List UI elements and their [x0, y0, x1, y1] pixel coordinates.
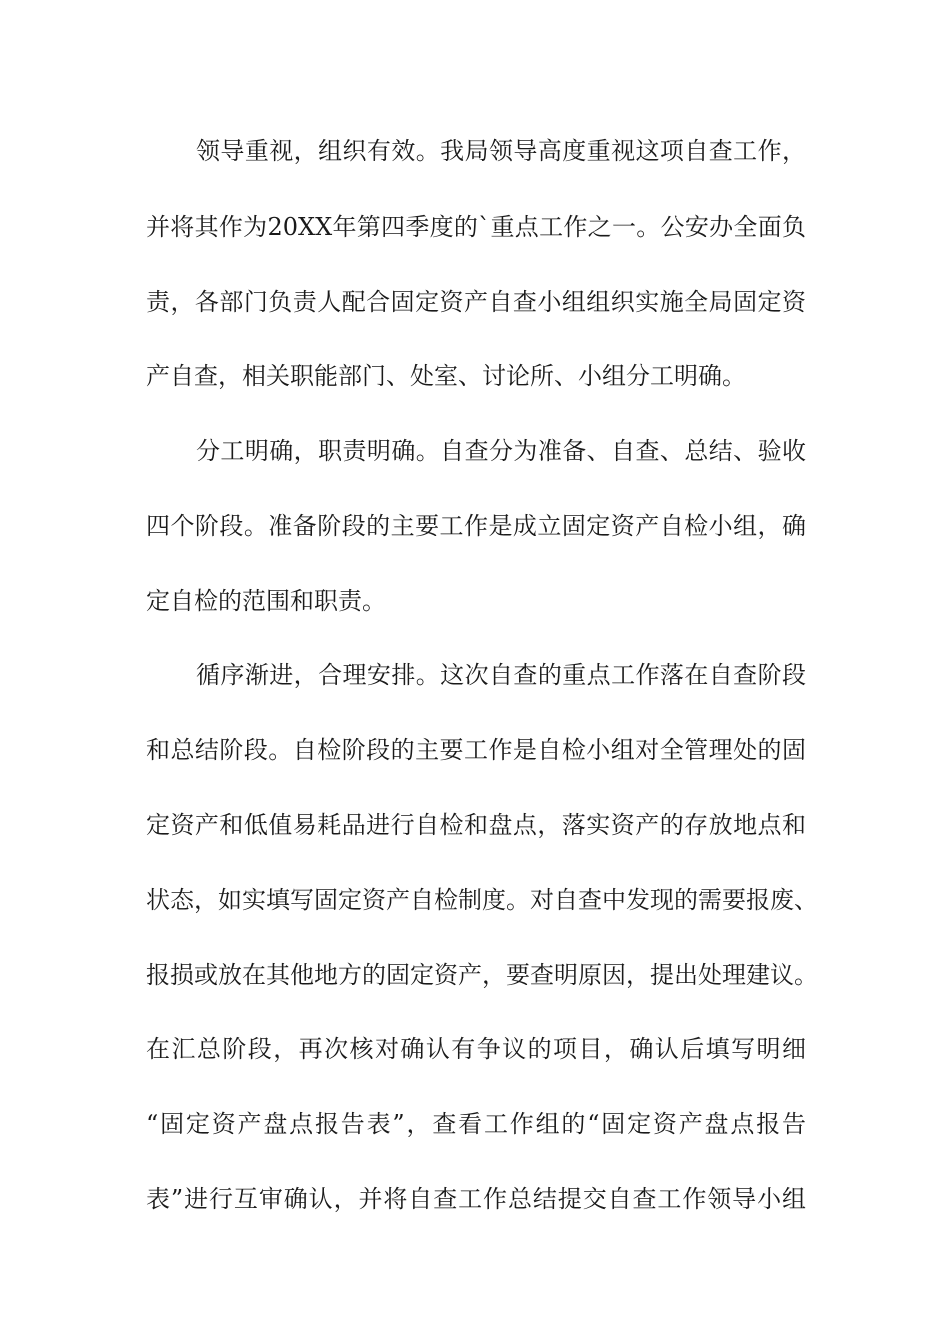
paragraph-1-line-4: 产自查，相关职能部门、处室、讨论所、小组分工明确。 [146, 362, 746, 390]
paragraph-2-line-2: 四个阶段。准备阶段的主要工作是成立固定资产自检小组，确 [146, 512, 806, 540]
paragraph-3-line-2: 和总结阶段。自检阶段的主要工作是自检小组对全管理处的固 [146, 736, 806, 764]
paragraph-3-line-3: 定资产和低值易耗品进行自检和盘点，落实资产的存放地点和 [146, 811, 806, 839]
paragraph-2-line-1: 分工明确，职责明确。自查分为准备、自查、总结、验收 [196, 437, 806, 465]
paragraph-3-line-1: 循序渐进，合理安排。这次自查的重点工作落在自查阶段 [196, 661, 806, 689]
paragraph-1-line-1: 领导重视，组织有效。我局领导高度重视这项自查工作， [196, 137, 806, 165]
paragraph-3-line-6: 在汇总阶段，再次核对确认有争议的项目，确认后填写明细 [146, 1035, 806, 1063]
paragraph-3-line-4: 状态，如实填写固定资产自检制度。对自查中发现的需要报废、 [146, 886, 818, 914]
paragraph-1-line-3: 责，各部门负责人配合固定资产自查小组组织实施全局固定资 [146, 288, 806, 316]
paragraph-3-line-7: “固定资产盘点报告表”，查看工作组的“固定资产盘点报告 [146, 1110, 806, 1138]
paragraph-3-line-8: 表”进行互审确认，并将自查工作总结提交自查工作领导小组 [146, 1185, 806, 1213]
paragraph-3-line-5: 报损或放在其他地方的固定资产，要查明原因，提出处理建议。 [146, 961, 818, 989]
paragraph-1-line-2: 并将其作为20XX年第四季度的`重点工作之一。公安办全面负 [146, 213, 806, 241]
paragraph-2-line-3: 定自检的范围和职责。 [146, 587, 386, 615]
